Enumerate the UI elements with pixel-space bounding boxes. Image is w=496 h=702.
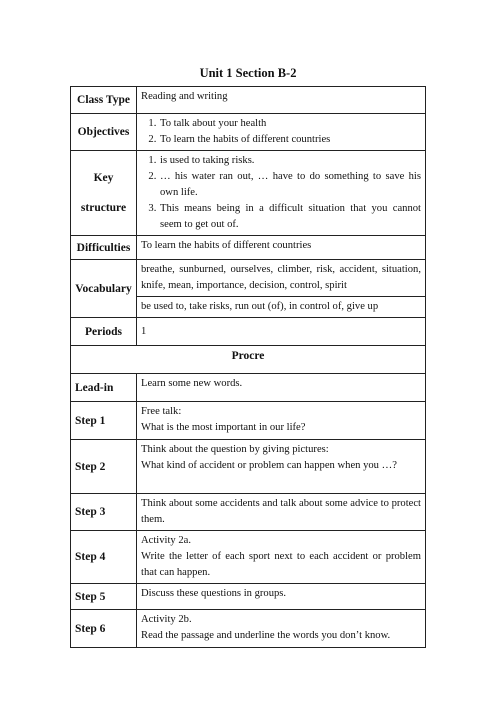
step-line: Learn some new words. [141, 378, 243, 389]
procedure-heading: Procre [71, 346, 426, 374]
step-line: Discuss these questions in groups. [141, 588, 287, 599]
step-label: Lead-in [71, 374, 137, 402]
step-row [71, 610, 426, 648]
step-row [71, 584, 426, 610]
objective-item: 1. To talk about your health [159, 116, 421, 132]
vocabulary-label: Vocabulary [71, 260, 137, 318]
objective-item: 2. To learn the habits of different countries [159, 132, 421, 148]
key-structure-label [71, 151, 137, 236]
step-row [71, 374, 426, 402]
step-label: Step 1 [71, 402, 137, 440]
class-type-value: Reading and writing [137, 87, 426, 114]
step-row [71, 494, 426, 531]
step-label: Step 3 [71, 494, 137, 531]
step-content [137, 610, 426, 648]
difficulties-label: Difficulties [71, 236, 137, 260]
row-objectives [71, 114, 426, 151]
step-content [137, 494, 426, 531]
row-difficulties [71, 236, 426, 260]
step-line: Think about the question by giving pictures: [141, 444, 329, 455]
vocabulary-phrases: be used to, take risks, run out (of), in control of, give up [137, 297, 426, 318]
step-line: Activity 2a. [141, 535, 192, 546]
step-content [137, 402, 426, 440]
objectives-label: Objectives [71, 114, 137, 151]
row-key-structure [71, 151, 426, 236]
step-content [137, 440, 426, 494]
structure-item: 1. is used to taking risks. [159, 153, 421, 169]
step-label: Step 2 [71, 440, 137, 494]
step-line: Free talk: [141, 406, 182, 417]
step-label: Step 6 [71, 610, 137, 648]
lesson-plan-table [70, 86, 426, 648]
step-line: What is the most important in our life? [141, 422, 306, 433]
objectives-list [141, 116, 421, 148]
step-line: What kind of accident or problem can happen when you …? [141, 460, 397, 471]
step-content [137, 374, 426, 402]
step-line: Write the letter of each sport next to each accident or problem that can happen. [141, 551, 421, 578]
key-structure-label-line1: Key [93, 172, 114, 184]
structure-item: 3. This means being in a difficult situation that you cannot seem to get out of. [159, 201, 421, 233]
step-row [71, 531, 426, 584]
step-row [71, 440, 426, 494]
key-structure-label-line2: structure [80, 202, 127, 214]
step-line: Read the passage and underline the words you don’t know. [141, 630, 391, 641]
key-structure-list [141, 153, 421, 233]
step-label: Step 4 [71, 531, 137, 584]
step-line: Think about some accidents and talk about some advice to protect them. [141, 498, 421, 525]
key-structure-list-cell [137, 151, 426, 236]
class-type-label: Class Type [71, 87, 137, 114]
step-line: Activity 2b. [141, 614, 192, 625]
row-periods [71, 318, 426, 346]
row-class-type [71, 87, 426, 114]
difficulties-value: To learn the habits of different countries [137, 236, 426, 260]
row-procedure-heading [71, 346, 426, 374]
periods-label: Periods [71, 318, 137, 346]
periods-value: 1 [137, 318, 426, 346]
row-vocabulary-words [71, 260, 426, 297]
step-label: Step 5 [71, 584, 137, 610]
objectives-list-cell [137, 114, 426, 151]
step-row [71, 402, 426, 440]
document-title: Unit 1 Section B-2 [199, 66, 297, 80]
step-content [137, 584, 426, 610]
step-content [137, 531, 426, 584]
structure-item: 2. … his water ran out, … have to do something to save his own life. [159, 169, 421, 201]
vocabulary-words: breathe, sunburned, ourselves, climber, risk, accident, situation, knife, mean, importance, decision, control, spirit [137, 260, 426, 297]
